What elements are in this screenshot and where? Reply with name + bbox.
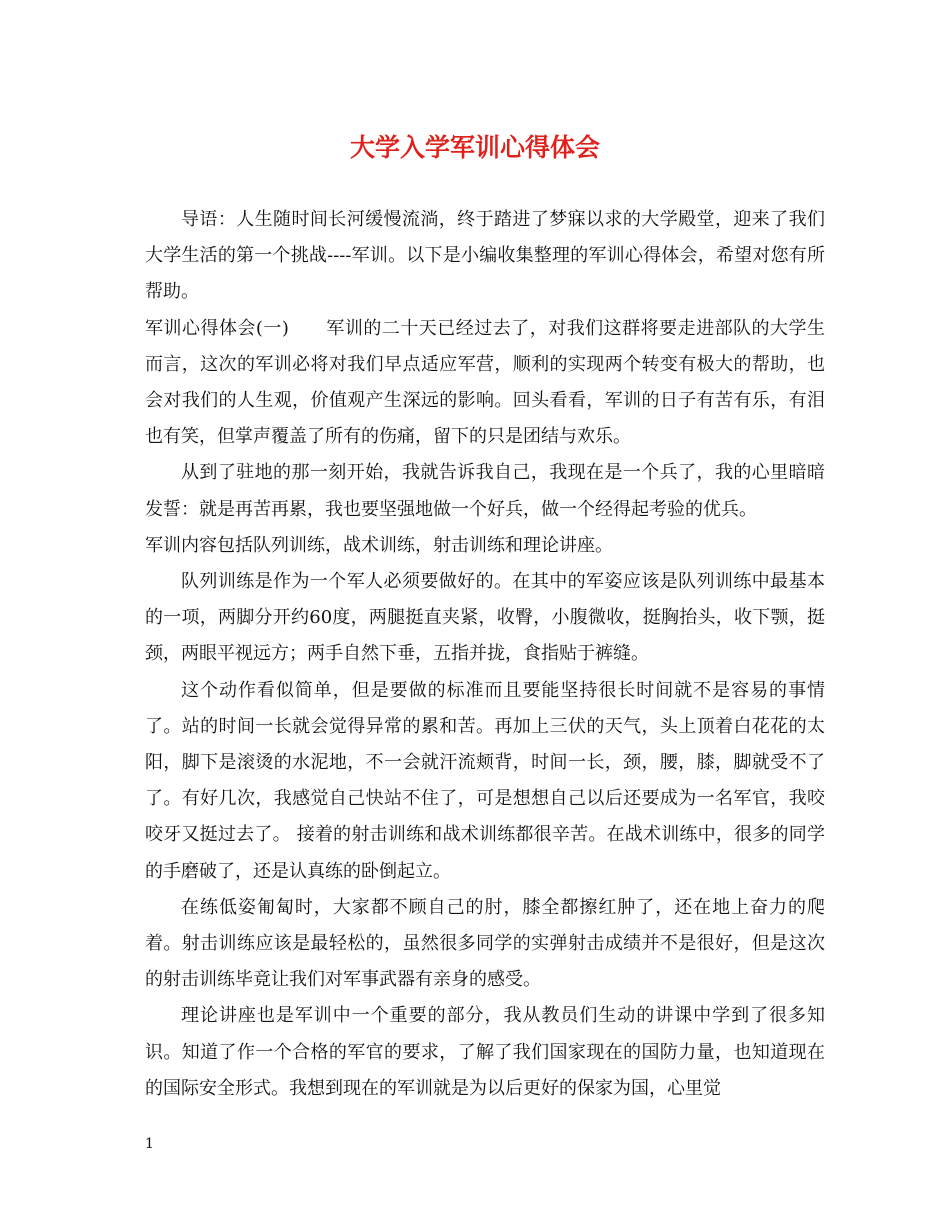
paragraph-training-content: 军训内容包括队列训练，战术训练，射击训练和理论讲座。 — [145, 534, 613, 556]
paragraph-crawling: 在练低姿匍匐时，大家都不顾自己的肘，膝全都擦红肿了，还在地上奋力的爬着。射击训练应该是最轻松的，虽然很多同学的实弹射击成绩并不是很好，但是这次的射击训练毕竟让我们对军事武器有亲身的感受。 — [145, 896, 825, 991]
paragraph-lectures: 理论讲座也是军训中一个重要的部分，我从教员们生动的讲课中学到了很多知识。知道了作一个合格的军官的要求，了解了我们国家现在的国防力量，也知道现在的国际安全形式。我想到现在的军训就是为以后更好的保家为国，心里觉 — [145, 1005, 825, 1099]
paragraph-drill: 队列训练是作为一个军人必须要做好的。在其中的军姿应该是队列训练中最基本的一项，两脚分开约60度，两腿挺直夹紧，收臀，小腹微收，挺胸抬头，收下颚，挺颈，两眼平视远方；两手自然下垂，五指并拢，食指贴于裤缝。 — [145, 571, 825, 665]
paragraph-intro: 导语：人生随时间长河缓慢流淌，终于踏进了梦寐以求的大学殿堂，迎来了我们大学生活的第一个挑战----军训。以下是小编收集整理的军训心得体会，希望对您有所帮助。 — [145, 209, 825, 303]
paragraph-section-one: 军训心得体会(一) 军训的二十天已经过去了，对我们这群将要走进部队的大学生而言，这次的军训必将对我们早点适应军营，顺利的实现两个转变有极大的帮助，也会对我们的人生观，价值观产生深远的影响。回头看看，军训的日子有苦有乐，有泪也有笑，但掌声覆盖了所有的伤痛，留下的只是团结与欢乐。 — [145, 317, 825, 448]
paragraph-oath: 从到了驻地的那一刻开始，我就告诉我自己，我现在是一个兵了，我的心里暗暗发誓：就是再苦再累，我也要坚强地做一个好兵，做一个经得起考验的优兵。 — [145, 462, 825, 520]
paragraph-endurance: 这个动作看似简单，但是要做的标准而且要能坚持很长时间就不是容易的事情了。站的时间一长就会觉得异常的累和苦。再加上三伏的天气，头上顶着白花花的太阳，脚下是滚烫的水泥地，不一会就汗流颊背，时间一长，颈，腰，膝，脚就受不了了。有好几次，我感觉自己快站不住了，可是想想自己以后还要成为一名军官，我咬咬牙又挺过去了。 接着的射击训练和战术训练都很辛苦。在战术训练中，很多的同学的手磨破了，还是认真练的卧倒起立。 — [145, 679, 825, 882]
page-title: 大学入学军训心得体会 — [349, 133, 600, 162]
page-number: 1 — [145, 1136, 154, 1152]
document-body — [145, 202, 825, 1107]
